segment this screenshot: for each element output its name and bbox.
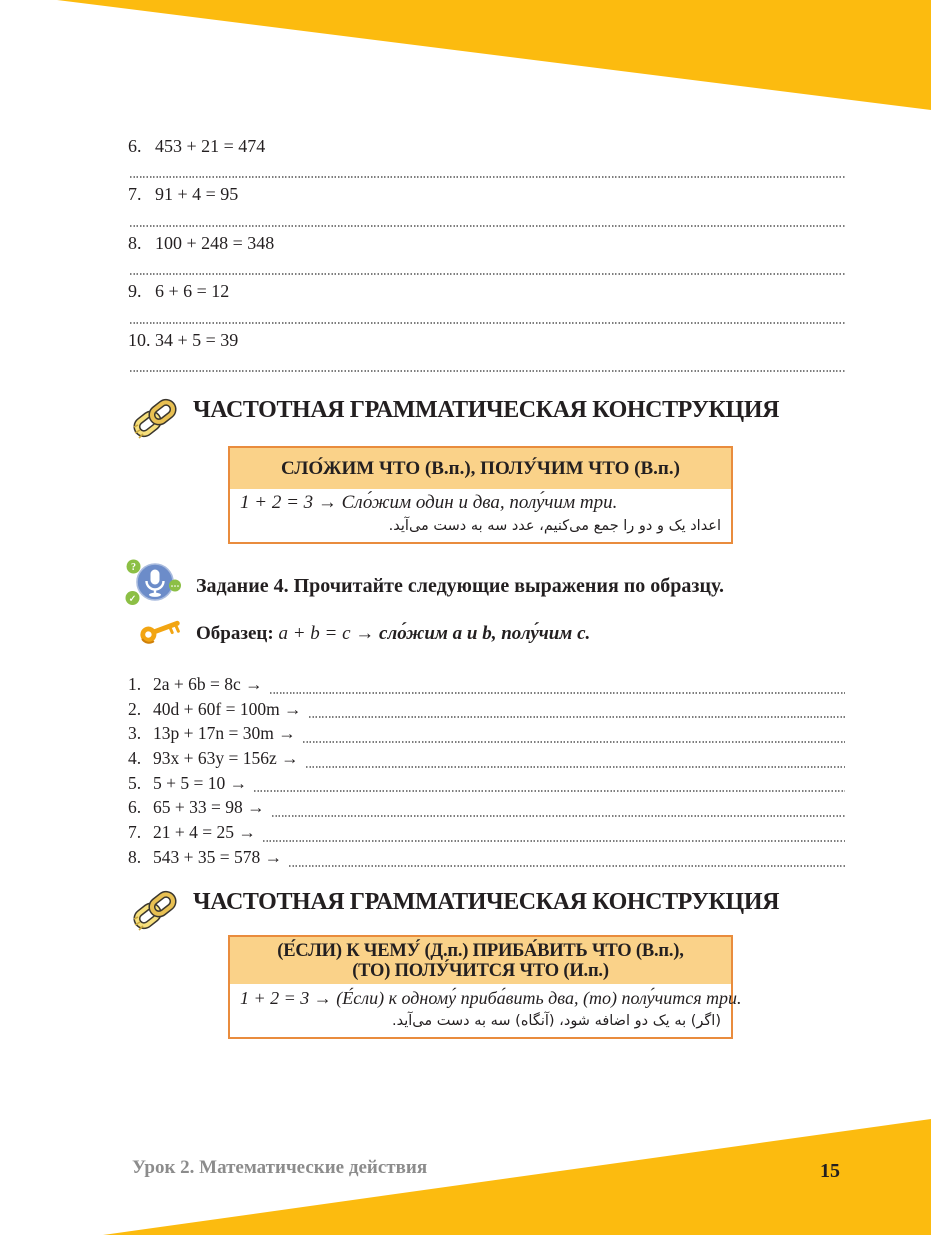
task-item [128,847,845,872]
task-item [128,822,845,847]
grammar-example-fa: (اگر) به یک دو اضافه شود، (آنگاه) سه به دست می‌آید. [392,1013,721,1029]
task-item-number: 6. [128,797,142,818]
exercise-equation: 91 + 4 = 95 [155,184,239,204]
key-icon [136,612,184,646]
task-item-equation: 40d + 60f = 100m → [153,698,302,719]
task-item [128,723,845,748]
task-item [128,674,845,699]
grammar-box-title [230,937,731,984]
exercise-row [128,281,845,301]
task-item-equation: 65 + 33 = 98 → [153,797,265,818]
task-item-number: 8. [128,846,142,867]
task-item-number: 1. [128,674,142,694]
grammar-box-1 [228,446,733,544]
grammar-box-title: СЛО́ЖИМ ЧТО (В.п.), ПОЛУ́ЧИМ ЧТО (В.п.) [230,448,731,489]
dots-bubble-glyph: ⋯ [170,580,180,591]
check-bubble-glyph: ✓ [128,593,137,604]
task4-list [128,674,845,872]
task-item-equation: 13p + 17n = 30m → [153,723,296,744]
exercise-equation: 34 + 5 = 39 [155,330,239,350]
task-item-equation: 5 + 5 = 10 → [153,772,248,793]
sample-label: Образец: [196,623,274,644]
fill-line [270,692,845,694]
answer-line [130,370,845,372]
grammar-box-2 [228,935,742,1039]
task-item [128,699,845,724]
answer-line [130,322,845,324]
grammar-example-ru: 1 + 2 = 3 → Сло́жим один и два, полу́чим три. [240,492,618,513]
grammar-box-title-line2: (ТО) ПОЛУ́ЧИТСЯ ЧТО (И.п.) [352,961,609,981]
exercise-number: 7. [128,184,142,204]
grammar-example-ru: 1 + 2 = 3 → (Е́сли) к одному́ приба́вить два, (то) полу́чится три. [240,988,742,1008]
answer-line [130,225,845,227]
footer-lesson-title: Урок 2. Математические действия [132,1157,428,1178]
chain-link-icon [130,885,180,935]
task-item-equation: 21 + 4 = 25 → [153,822,256,843]
exercise-equation: 6 + 6 = 12 [155,281,230,301]
sample-formula: a + b = c → [278,623,375,644]
fill-line [303,741,845,743]
task-item [128,748,845,773]
page-number: 15 [820,1160,840,1182]
fill-line [272,815,845,817]
fill-line [309,716,845,718]
task4-heading: Задание 4. Прочитайте следующие выражения по образцу. [196,575,724,597]
task-item-number: 2. [128,698,142,719]
fill-line [263,840,845,842]
task-item-equation: 543 + 35 = 578 → [153,846,283,867]
grammar-heading: ЧАСТОТНАЯ ГРАММАТИЧЕСКАЯ КОНСТРУКЦИЯ [193,889,780,915]
exercise-number: 10. [128,330,151,350]
task-item-equation: 93x + 63y = 156z → [153,748,299,769]
task-item [128,797,845,822]
exercise-number: 6. [128,136,142,156]
sample-answer: сло́жим a и b, полу́чим c. [379,623,591,644]
exercise-equation: 100 + 248 = 348 [155,233,275,253]
exercise-row [128,233,845,253]
task-item [128,773,845,798]
grammar-heading: ЧАСТОТНАЯ ГРАММАТИЧЕСКАЯ КОНСТРУКЦИЯ [193,397,780,423]
fill-line [254,790,845,792]
answer-line [130,176,845,178]
grammar-box-title-line1: (Е́СЛИ) К ЧЕМУ́ (Д.п.) ПРИБА́ВИТЬ ЧТО (В.п.), [277,941,684,961]
exercise-number: 8. [128,233,142,253]
exercise-row [128,330,845,350]
task-item-equation: 2a + 6b = 8c → [153,674,263,694]
exercise-row [128,184,845,204]
fill-line [289,865,845,867]
grammar-example-fa: اعداد یک و دو را جمع می‌کنیم، عدد سه به دست می‌آید. [388,518,721,534]
exercise-row [128,136,845,156]
exercise-number: 9. [128,281,142,301]
sample-line [196,622,590,646]
fill-line [306,766,845,768]
task-item-number: 4. [128,748,142,769]
answer-line [130,273,845,275]
question-bubble-glyph: ? [131,562,136,573]
task-item-number: 3. [128,723,142,744]
microphone-icon [124,558,182,610]
task-item-number: 7. [128,822,142,843]
chain-link-icon [130,393,180,443]
exercise-equation: 453 + 21 = 474 [155,136,266,156]
task-item-number: 5. [128,772,142,793]
